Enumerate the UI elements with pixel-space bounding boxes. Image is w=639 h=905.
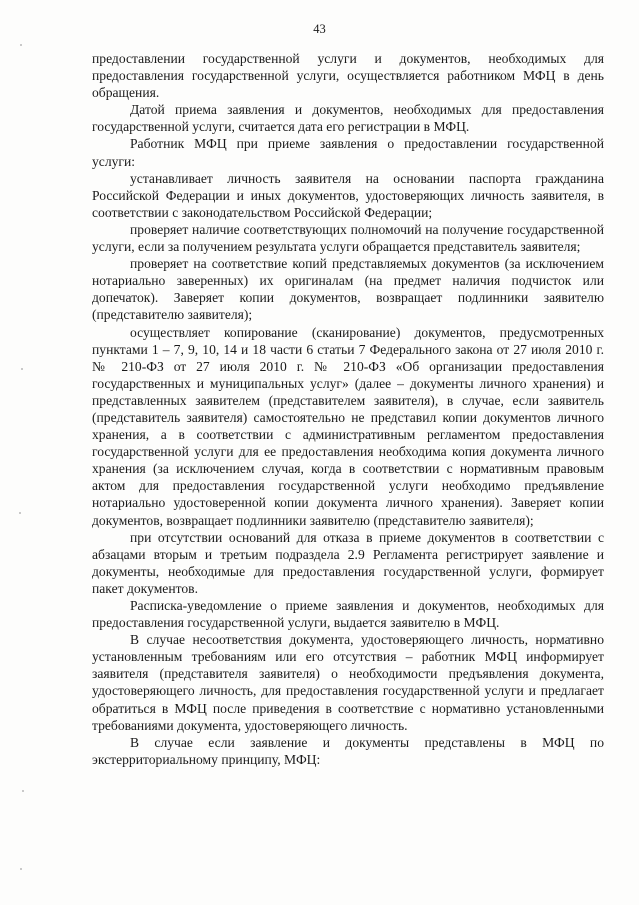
list-item: при отсутствии оснований для отказа в приеме документов в соответствии с абзацами вторым и третьим подраздела 2.9 Регламента регистрирует заявление и документы, необходимые для предоставления государственной услуги, формирует пакет документов.	[92, 529, 604, 596]
list-item: проверяет наличие соответствующих полномочий на получение государственной услуги, если за получением результата услуги обращается представитель заявителя;	[92, 221, 604, 255]
scan-speck	[19, 512, 21, 514]
paragraph: предоставлении государственной услуги и документов, необходимых для предоставления государственной услуги, осуществляется работником МФЦ в день обращения.	[92, 51, 604, 101]
scan-speck	[20, 868, 22, 870]
scan-speck	[21, 368, 23, 370]
paragraph: В случае несоответствия документа, удостоверяющего личность, нормативно установленным требованиям или его отсутствия – работник МФЦ информирует заявителя (представителя заявителя) о необходимости предъявления документа, удостоверяющего личность, для предоставления государственной услуги и предлагает обратиться в МФЦ после приведения в соответствие с нормативно установленными требованиями документа, удостоверяющего личность.	[92, 632, 604, 733]
scan-speck	[20, 44, 22, 46]
paragraph: Работник МФЦ при приеме заявления о предоставлении государственной услуги:	[92, 136, 604, 169]
paragraph: Расписка-уведомление о приеме заявления и документов, необходимых для предоставления государственной услуги, выдается заявителю в МФЦ.	[92, 598, 604, 631]
document-body	[92, 50, 604, 768]
list-item: осуществляет копирование (сканирование) документов, предусмотренных пунктами 1 – 7, 9, 10, 14 и 18 части 6 статьи 7 Федерального закона от 27 июля 2010 г. № 210-ФЗ от 27 июля 2010 г. № 210-ФЗ «Об организации предоставления государственных и муниципальных услуг» (далее – документы личного хранения) и представленных заявителем (представителем заявителя), в случае, если заявитель (представитель заявителя) самостоятельно не представил копии документов личного хранения, а в соответствии с административным регламентом предоставления государственной услуги для ее предоставления необходима копия документа личного хранения (за исключением случая, когда в соответствии с нормативным правовым актом для предоставления государственной услуги необходимо предъявление нотариально удостоверенной копии документа личного хранения). Заверяет копии документов, возвращает подлинники заявителю (представителю заявителя);	[92, 324, 604, 528]
page-number: 43	[313, 22, 326, 36]
list-item: проверяет на соответствие копий представляемых документов (за исключением нотариально заверенных) их оригиналам (на предмет наличия подчисток или допечаток). Заверяет копии документов, возвращает подлинники заявителю (представителю заявителя);	[92, 256, 604, 323]
paragraph: Датой приема заявления и документов, необходимых для предоставления государственной услуги, считается дата его регистрации в МФЦ.	[92, 102, 604, 135]
scan-speck	[22, 790, 24, 792]
paragraph: В случае если заявление и документы представлены в МФЦ по экстерриториальному принципу, МФЦ:	[92, 734, 604, 767]
list-item: устанавливает личность заявителя на основании паспорта гражданина Российской Федерации и иных документов, удостоверяющих личность заявителя, в соответствии с законодательством Российской Федерации;	[92, 170, 604, 220]
